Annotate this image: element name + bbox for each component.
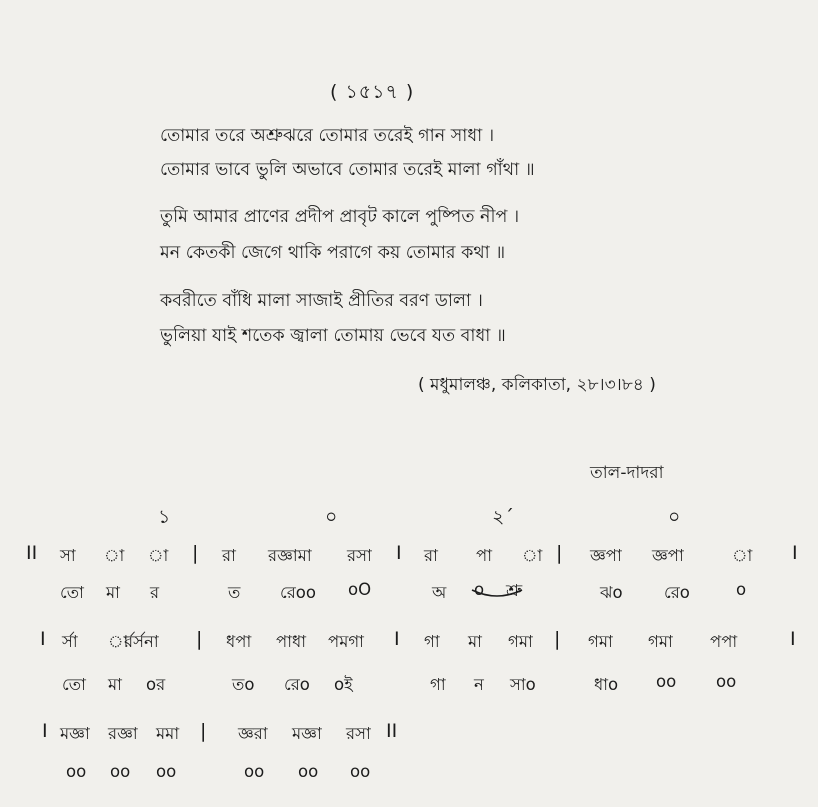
lyric-syllable: oo [110,762,131,781]
swara-note: ধপা [226,632,252,651]
bar-line: I [790,628,796,650]
swara-note: মজ্ঞা [60,724,90,743]
beat-marker: ০ [325,506,338,528]
swara-note: জ্ঞরা [238,724,268,743]
lyric-syllable: তো [62,675,86,694]
lyric-syllable: রেo [284,675,310,694]
swara-note: রসা [347,546,372,565]
lyric-syllable: গা [430,675,446,694]
bar-line: | [192,542,199,564]
swara-note: রসা [346,724,371,743]
beat-marker: ০ [668,506,681,528]
lyric-syllable: oO [348,580,372,599]
swara-note: রা [424,546,438,565]
credit-line: ( মধুমালঞ্চ, কলিকাতা, ২৮।৩।৮৪ ) [418,375,656,395]
swara-note: া [108,632,129,651]
lyric-syllable: oo [716,672,737,691]
bar-line: | [200,720,207,742]
bar-line: I [396,542,402,564]
slur-mark [470,588,524,600]
lyric-syllable: শ্রু [506,581,523,600]
bar-line: I [42,720,48,742]
swara-note: পাধা [276,632,307,651]
bar-line: | [554,628,561,650]
bar-line: I [394,628,400,650]
swara-note: পা [476,546,492,565]
lyric-syllable: oo [66,762,87,781]
lyric-syllable: ত [228,583,241,602]
lyric-syllable: ধাo [594,675,619,694]
swara-note: মজ্ঞা [292,724,322,743]
tala-label: তাল-দাদরা [590,463,664,483]
swara-note: জ্ঞপা [590,546,622,565]
swara-note: া [148,546,169,565]
bar-line: I [40,628,46,650]
swara-note: মমা [156,724,180,743]
swara-note: রজ্ঞা [108,724,138,743]
verse-line: মন কেতকী জেগে থাকি পরাগে কয় তোমার কথা ॥ [160,243,506,263]
swara-note: া [522,546,543,565]
swara-note: গমা [648,632,673,651]
lyric-syllable: রেoo [280,583,316,602]
lyric-syllable: oo [156,762,177,781]
bar-line: | [556,542,563,564]
swara-note: রজ্ঞামা [268,546,312,565]
swara-note: সা [60,546,76,565]
song-number: ( ১৫১৭ ) [330,81,415,103]
swara-note: গা [424,632,440,651]
lyric-syllable: o [736,580,747,599]
verse-line: কবরীতে বাঁধি মালা সাজাই প্রীতির বরণ ডালা । [160,291,483,311]
lyric-syllable: মা [108,675,122,694]
bar-line: | [196,628,203,650]
lyric-syllable: সাo [510,675,536,694]
lyric-syllable: ন [474,675,484,694]
lyric-syllable: র [150,583,160,602]
bar-line: II [386,720,398,742]
beat-marker: ২´ [492,506,514,528]
beat-marker: ১ [158,506,171,528]
bar-line: II [26,542,38,564]
swara-note: গমা [508,632,533,651]
lyric-syllable: oo [656,672,677,691]
swara-note: র্সা [62,632,78,651]
swara-note: র্রর্সনা [124,632,159,651]
swara-note: গমা [588,632,613,651]
bar-line: I [792,542,798,564]
swara-note: া [104,546,125,565]
verse-line: তোমার তরে অশ্রুঝরে তোমার তরেই গান সাধা । [160,126,495,146]
verse-line: তোমার ভাবে ভুলি অভাবে তোমার তরেই মালা গাঁথা ॥ [160,160,535,180]
lyric-syllable: তo [232,675,255,694]
lyric-syllable: অ [432,583,447,602]
lyric-syllable: ঝo [600,583,623,602]
lyric-syllable: রেo [664,583,690,602]
lyric-syllable: oই [334,675,353,694]
lyric-syllable: oo [350,762,371,781]
lyric-syllable: তো [60,583,84,602]
lyric-syllable: oর [146,675,166,694]
swara-note: া [732,546,753,565]
swara-note: জ্ঞপা [652,546,684,565]
lyric-syllable: oo [244,762,265,781]
lyric-syllable: মা [106,583,120,602]
swara-note: রা [222,546,236,565]
swara-note: মা [468,632,482,651]
swara-note: পমগা [328,632,364,651]
verse-line: তুমি আমার প্রাণের প্রদীপ প্রাবৃট কালে পুষ্পিত নীপ । [160,207,520,227]
lyric-syllable: oo [298,762,319,781]
verse-line: ভুলিয়া যাই শতেক জ্বালা তোমায় ভেবে যত বাধা ॥ [160,326,506,346]
lyric-syllable: o [474,580,485,599]
swara-note: পপা [710,632,738,651]
